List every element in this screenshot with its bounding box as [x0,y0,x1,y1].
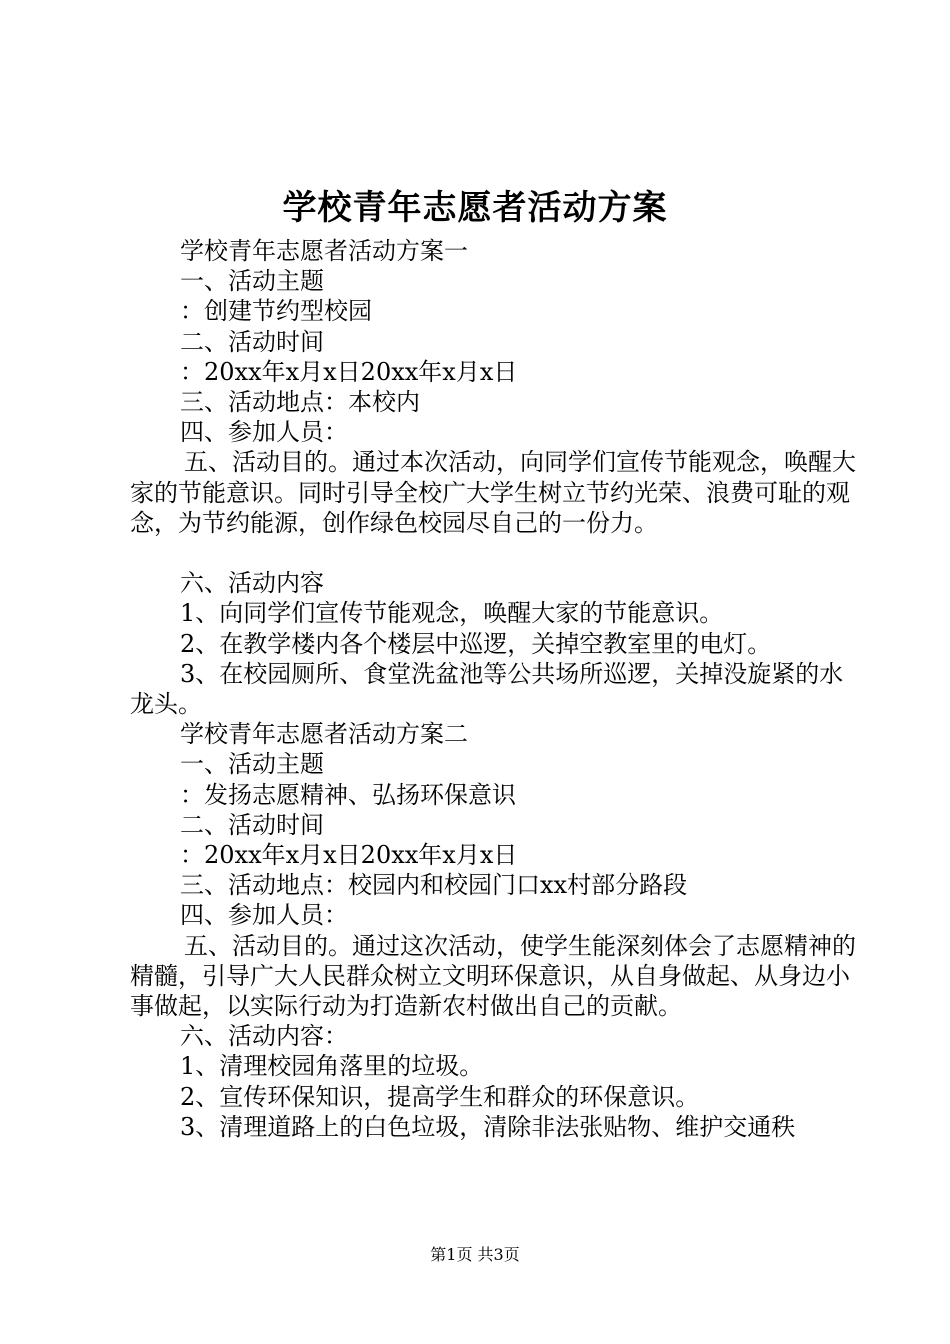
paragraph: 二、活动时间 [180,810,324,839]
paragraph: 三、活动地点：校园内和校园门口xx村部分路段 [180,871,688,900]
paragraph: 六、活动内容 [180,569,324,598]
paragraph: 五、活动目的。通过这次活动，使学生能深刻体会了志愿精神的精髓，引导广大人民群众树立文明环保意识，从自身做起、从身边小事做起，以实际行动为打造新农村做出自己的贡献。 [130,931,856,1021]
paragraph: 四、参加人员： [180,901,348,930]
page-footer: 第1页 共3页 [430,1245,520,1264]
list-item: 1、清理校园角落里的垃圾。 [180,1052,484,1081]
paragraph: 二、活动时间 [180,327,324,356]
section-heading: 学校青年志愿者活动方案二 [180,720,468,749]
section-heading: 学校青年志愿者活动方案一 [180,237,468,265]
list-item: 2、宣传环保知识，提高学生和群众的环保意识。 [180,1082,700,1111]
paragraph: ：20xx年x月x日20xx年x月x日 [180,357,518,386]
list-item: 3、清理道路上的白色垃圾，清除非法张贴物、维护交通秩 [180,1112,796,1141]
list-item: 3、在校园厕所、食堂洗盆池等公共场所巡逻，关掉没旋紧的水龙头。 [130,659,844,719]
document-title: 学校青年志愿者活动方案 [282,188,668,228]
paragraph: ：20xx年x月x日20xx年x月x日 [180,841,518,870]
list-item: 2、在教学楼内各个楼层中巡逻，关掉空教室里的电灯。 [180,629,772,658]
paragraph: 四、参加人员： [180,418,348,447]
paragraph: 三、活动地点：本校内 [180,388,420,417]
paragraph: 一、活动主题 [180,750,324,779]
list-item: 1、向同学们宣传节能观念，唤醒大家的节能意识。 [180,599,724,628]
document-body [130,236,860,1142]
blank-line [130,538,860,568]
paragraph: 一、活动主题 [180,267,324,296]
paragraph: ：创建节约型校园 [180,297,372,326]
paragraph: ：发扬志愿精神、弘扬环保意识 [180,780,516,809]
paragraph: 五、活动目的。通过本次活动，向同学们宣传节能观念，唤醒大家的节能意识。同时引导全校广大学生树立节约光荣、浪费可耻的观念，为节约能源，创作绿色校园尽自己的一份力。 [130,448,856,537]
paragraph: 六、活动内容： [180,1022,348,1051]
